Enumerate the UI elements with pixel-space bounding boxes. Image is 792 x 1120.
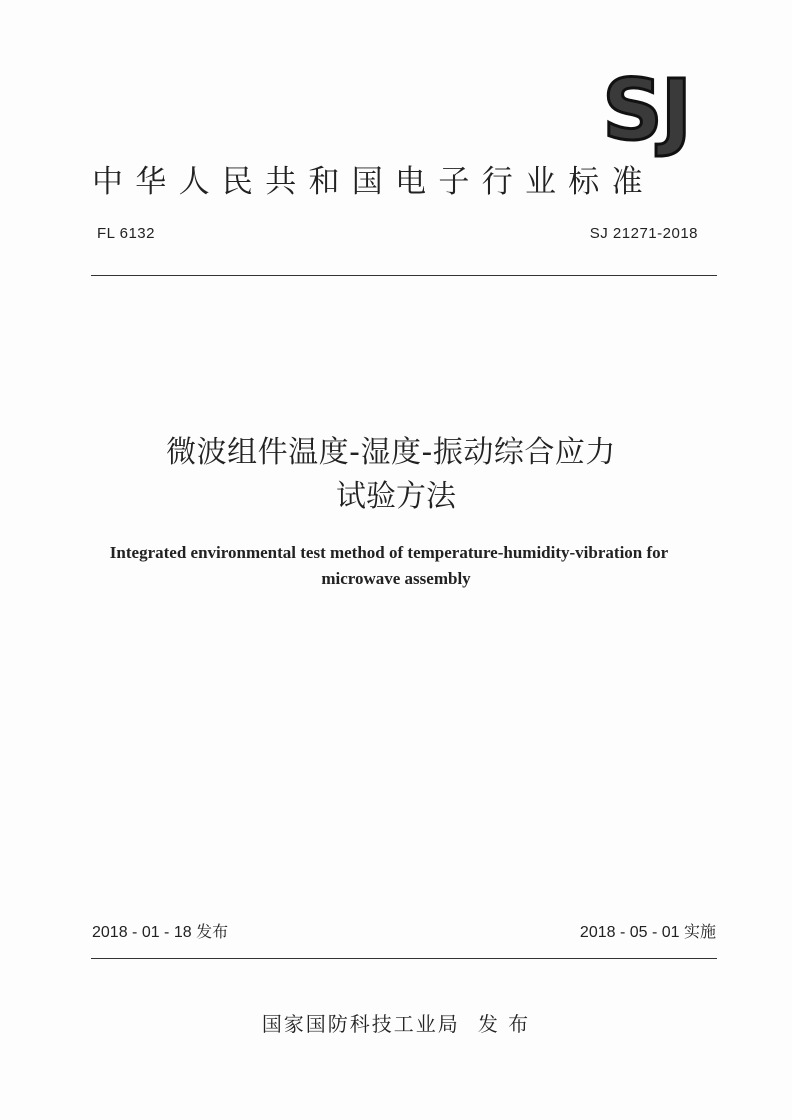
sj-logo: SJ bbox=[602, 61, 690, 159]
publisher-name: 国家国防科技工业局 bbox=[261, 1012, 460, 1036]
footer-divider bbox=[91, 958, 717, 959]
publisher-action: 发 布 bbox=[477, 1012, 531, 1036]
publisher-line bbox=[0, 1008, 792, 1037]
implementation-date: 2018 - 05 - 01 实施 bbox=[579, 924, 716, 941]
standard-category-heading: 中华人民共和国电子行业标准 bbox=[92, 164, 655, 200]
issue-date: 2018 - 01 - 18 发布 bbox=[92, 924, 229, 941]
english-title-line-2: microwave assembly bbox=[321, 569, 471, 588]
classification-code: FL 6132 bbox=[97, 225, 155, 242]
chinese-title-line-1: 微波组件温度-湿度-振动综合应力 bbox=[166, 435, 616, 470]
header-divider bbox=[91, 275, 717, 276]
standard-number: SJ 21271-2018 bbox=[589, 225, 698, 242]
english-title-line-1: Integrated environmental test method of temperature-humidity-vibration for bbox=[109, 543, 669, 562]
chinese-title-line-2: 试验方法 bbox=[336, 479, 456, 514]
